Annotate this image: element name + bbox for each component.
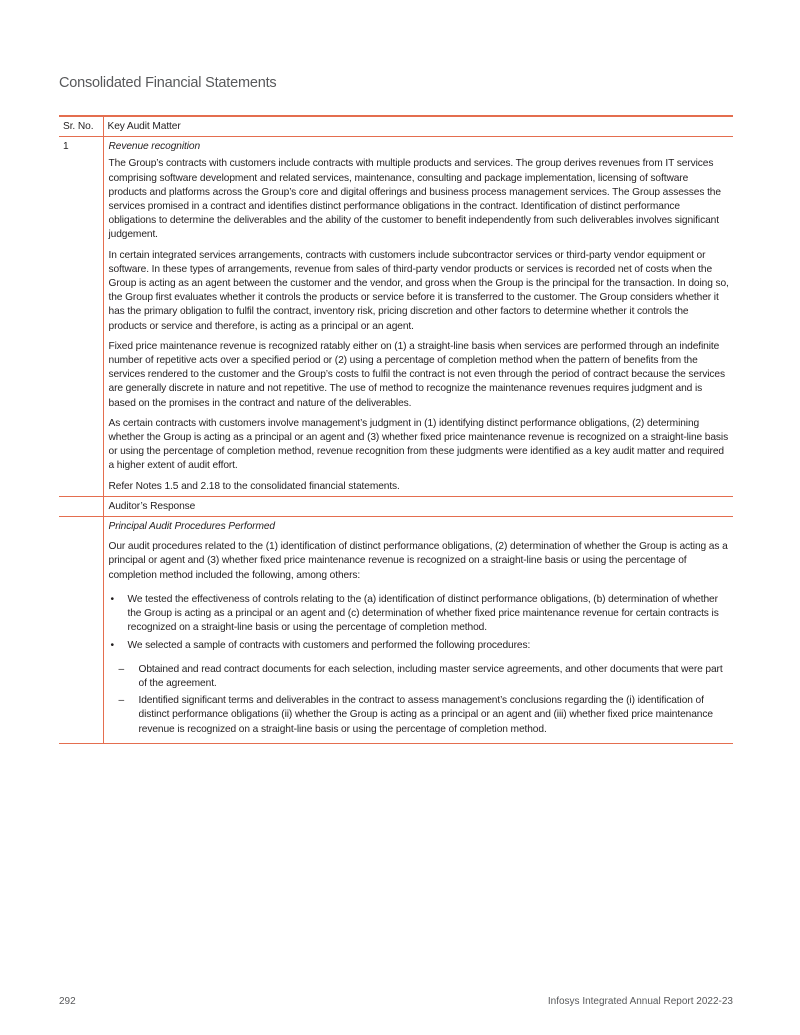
list-item-text: We tested the effectiveness of controls relating to the (a) identification of distinct performance obligations, (b) determination of whether the Group is acting as a principal or an agent and (c) determination of whether fixed price maintenance revenue for certain contracts is recognized on a straight-line basis or using the percentage of completion method. bbox=[127, 593, 719, 634]
dash-icon: – bbox=[118, 663, 125, 675]
kam-paragraph: In certain integrated services arrangements, contracts with customers include subcontractor services or third-party vendor equipment or software. In these types of arrangements, revenue from sales of third-party vendor products or services is recorded net of costs when the Group is acting as an agent between the customer and the vendor, and gross when the Group is the principal for the transaction. In doing so, the Group first evaluates whether it controls the products or service before it is transferred to the customer. The Group considers whether it has the primary obligation to fulfil the contract, inventory risk, pricing discretion and other factors to determine whether it controls the products or service and therefore, is acting as a principal or an agent. bbox=[108, 249, 729, 332]
kam-subtitle: Revenue recognition bbox=[108, 141, 201, 153]
response-subtitle: Principal Audit Procedures Performed bbox=[108, 521, 275, 533]
dash-icon: – bbox=[118, 695, 125, 707]
table-header-row bbox=[59, 116, 733, 137]
procedure-list bbox=[109, 593, 730, 653]
list-item bbox=[117, 663, 730, 691]
response-intro: Our audit procedures related to the (1) identification of distinct performance obligations, (2) determination of whether the Group is acting as a principal or agent and (3) whether fixed price maintenance revenue is recognized on a straight-line basis or using the percentage of completion method included the following, among others: bbox=[108, 541, 728, 581]
key-audit-matter-table bbox=[59, 115, 733, 744]
report-title: Infosys Integrated Annual Report 2022-23 bbox=[547, 996, 733, 1007]
col-header-key-audit-matter: Key Audit Matter bbox=[103, 116, 733, 137]
page-number: 292 bbox=[59, 996, 76, 1007]
auditor-response-header: Auditor’s Response bbox=[103, 496, 733, 516]
list-item-text: Identified significant terms and deliverables in the contract to assess management’s conclusions regarding the (i) identification of distinct performance obligations (ii) whether the Group is acting as a principal or an agent and (iii) whether fixed price maintenance revenue is recognized on a straight-line basis or using the percentage of completion method. bbox=[138, 695, 713, 735]
list-item bbox=[109, 639, 730, 653]
list-item bbox=[117, 694, 730, 737]
kam-paragraph: The Group’s contracts with customers include contracts with multiple products and services. The group derives revenues from IT services comprising software development and related services, maintenance, consulting and package implementation, licensing of software products and platforms across the Group’s core and digital offerings and business process management services. The Group assesses the services promised in a contract and identifies distinct performance obligations in the contract. Identification of distinct performance obligations to determine the deliverables and the ability of the customer to benefit independently from such deliverables involves significant judgement. bbox=[108, 158, 721, 241]
auditor-response-row bbox=[59, 517, 733, 744]
list-item-text: Obtained and read contract documents for each selection, including master service agreements, and other documents that were part of the agreement. bbox=[138, 663, 723, 689]
page-title: Consolidated Financial Statements bbox=[59, 75, 277, 91]
bullet-icon: • bbox=[110, 639, 114, 651]
kam-paragraph: As certain contracts with customers involve management’s judgment in (1) identifying distinct performance obligations, (2) determining whether the Group is acting as a principal or an agent and (3) whether fixed price maintenance revenue is recognized on a straight-line basis or using the percentage of completion method, revenue recognition from these judgments were identified as a key audit matter and required a higher extent of audit effort. bbox=[108, 417, 729, 472]
kam-paragraph: Fixed price maintenance revenue is recognized ratably either on (1) a straight-line basis when services are performed through an indefinite number of repetitive acts over a specified period or (2) using a percentage of completion method when the pattern of benefits from the services rendered to the customer and the Group’s costs to fulfil the contract is not even through the period of contract because the services are generally discrete in nature and not repetitive. The use of method to recognize the maintenance revenues requires judgment and is based on the promises in the contract and nature of the deliverables. bbox=[108, 340, 725, 409]
sub-procedure-list bbox=[117, 663, 730, 737]
list-item bbox=[109, 593, 730, 636]
kam-cell bbox=[103, 137, 733, 497]
col-header-sr-no: Sr. No. bbox=[59, 116, 103, 137]
auditor-response-cell bbox=[103, 517, 733, 744]
list-item-text: We selected a sample of contracts with customers and performed the following procedures: bbox=[127, 639, 531, 651]
sr-no-cell: 1 bbox=[59, 137, 103, 497]
kam-paragraph: Refer Notes 1.5 and 2.18 to the consolidated financial statements. bbox=[108, 480, 400, 492]
bullet-icon: • bbox=[110, 593, 114, 605]
auditor-response-header-row bbox=[59, 496, 733, 516]
table-row bbox=[59, 137, 733, 497]
